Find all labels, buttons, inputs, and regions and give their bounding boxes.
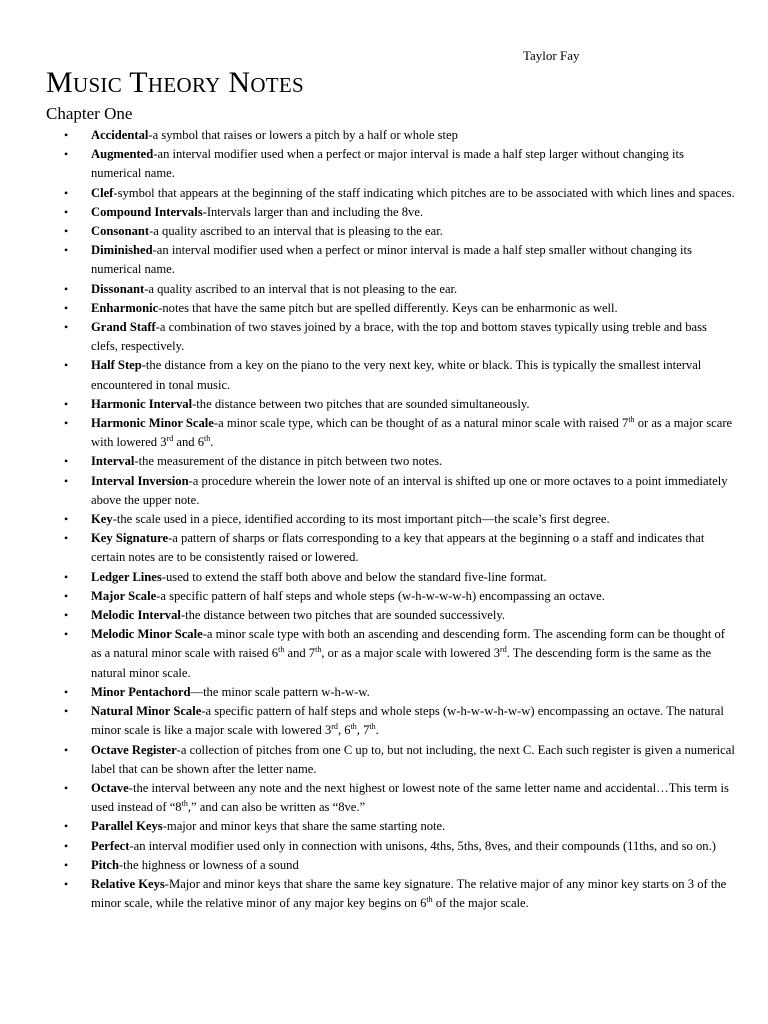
glossary-definition: -Intervals larger than and including the 8ve. <box>202 204 424 219</box>
glossary-term: Minor Pentachord <box>91 684 191 699</box>
glossary-term: Key <box>91 512 113 527</box>
glossary-term: Major Scale <box>91 588 157 603</box>
glossary-item <box>46 606 736 625</box>
bullet-icon: • <box>64 320 69 335</box>
glossary-definition: -the highness or lowness of a sound <box>118 857 299 872</box>
glossary-item <box>46 625 736 683</box>
glossary-term: Diminished <box>91 243 153 258</box>
glossary-term: Interval <box>91 454 135 469</box>
glossary-definition: -a procedure wherein the lower note of an interval is shifted up one or more octaves to a point immediately above the upper note. <box>91 473 728 507</box>
glossary-definition: -major and minor keys that share the same starting note. <box>162 819 446 834</box>
glossary-definition: -a quality ascribed to an interval that is not pleasing to the ear. <box>144 281 458 296</box>
bullet-icon: • <box>64 819 69 834</box>
glossary-term: Melodic Minor Scale <box>91 627 203 642</box>
glossary-term: Grand Staff <box>91 320 156 335</box>
glossary-item <box>46 145 736 183</box>
glossary-term: Interval Inversion <box>91 473 189 488</box>
glossary-item <box>46 856 736 875</box>
glossary-definition: -a specific pattern of half steps and whole steps (w-h-w-w-h-w-w) encompassing an octave. The natural minor scale is like a major scale with lowered 3rd, 6th, 7th. <box>91 704 724 738</box>
glossary-definition: -the interval between any note and the next highest or lowest note of the same letter name and accidental…This term is used instead of “8th,” and can also be written as “8ve.” <box>91 780 729 815</box>
bullet-icon: • <box>64 684 69 699</box>
glossary-definition: -an interval modifier used when a perfect or minor interval is made a half step smaller without changing its numerical name. <box>91 243 692 277</box>
bullet-icon: • <box>64 742 69 757</box>
bullet-icon: • <box>64 473 69 488</box>
bullet-icon: • <box>64 243 69 258</box>
chapter-heading: Chapter One <box>46 104 133 123</box>
glossary-definition: -a symbol that raises or lowers a pitch by a half or whole step <box>148 128 458 142</box>
bullet-icon: • <box>64 396 69 411</box>
glossary-definition: -Major and minor keys that share the same key signature. The relative major of any minor key starts on 3 of the minor scale, while the relative minor of any major key begins on 6th of the major scale. <box>91 876 727 911</box>
bullet-icon: • <box>64 358 69 373</box>
bullet-icon: • <box>64 857 69 872</box>
bullet-icon: • <box>64 876 69 891</box>
glossary-list <box>46 126 736 913</box>
document-title: Music Theory Notes <box>46 66 305 99</box>
glossary-item <box>46 395 736 414</box>
glossary-term: Key Signature <box>91 531 169 546</box>
glossary-definition: -a combination of two staves joined by a brace, with the top and bottom staves typically using treble and bass clefs, respectively. <box>91 320 707 354</box>
glossary-item <box>46 702 736 740</box>
bullet-icon: • <box>64 588 69 603</box>
glossary-definition: -a minor scale type, which can be thought of as a natural minor scale with raised 7th or as a major scare with lowered 3rd and 6th. <box>91 414 733 450</box>
glossary-definition: -a pattern of sharps or flats corresponding to a key that appears at the beginning o a staff and indicates that certain notes are to be consistently raised or lowered. <box>91 531 705 565</box>
glossary-definition: —the minor scale pattern w-h-w-w. <box>190 684 370 699</box>
glossary-definition: -an interval modifier used only in connection with unisons, 4ths, 5ths, 8ves, and their compounds (11ths, and so on.) <box>129 838 716 853</box>
glossary-item <box>46 779 736 817</box>
bullet-icon: • <box>64 531 69 546</box>
glossary-item <box>46 184 736 203</box>
bullet-icon: • <box>64 224 69 239</box>
bullet-icon: • <box>64 608 69 623</box>
glossary-item <box>46 241 736 279</box>
glossary-item <box>46 568 736 587</box>
glossary-term: Melodic Interval <box>91 608 181 623</box>
glossary-item <box>46 587 736 606</box>
glossary-term: Octave Register <box>91 742 177 757</box>
glossary-item <box>46 222 736 241</box>
glossary-item <box>46 356 736 394</box>
glossary-term: Dissonant <box>91 281 145 296</box>
glossary-item <box>46 817 736 836</box>
glossary-item <box>46 299 736 318</box>
glossary-term: Augmented <box>91 147 154 162</box>
glossary-term: Perfect <box>91 838 130 853</box>
glossary-item <box>46 875 736 913</box>
glossary-definition: -the distance from a key on the piano to the very next key, white or black. This is typically the smallest interval encountered in tonal music. <box>91 358 702 392</box>
glossary-item <box>46 510 736 529</box>
glossary-definition: -a collection of pitches from one C up to, but not including, the next C. Each such register is given a numerical label that can be shown after the letter name. <box>91 742 735 776</box>
glossary-definition: -the distance between two pitches that are sounded simultaneously. <box>192 396 530 411</box>
glossary-term: Half Step <box>91 358 142 373</box>
glossary-definition: -a specific pattern of half steps and whole steps (w-h-w-w-w-h) encompassing an octave. <box>156 588 605 603</box>
glossary-item <box>46 529 736 567</box>
bullet-icon: • <box>64 281 69 296</box>
glossary-term: Harmonic Minor Scale <box>91 416 214 431</box>
glossary-item <box>46 683 736 702</box>
bullet-icon: • <box>64 128 69 142</box>
bullet-icon: • <box>64 627 69 642</box>
bullet-icon: • <box>64 204 69 219</box>
glossary-definition: -the scale used in a piece, identified according to its most important pitch—the scale’s first degree. <box>112 512 610 527</box>
glossary-definition: -the measurement of the distance in pitch between two notes. <box>134 454 443 469</box>
glossary-term: Relative Keys <box>91 876 165 891</box>
bullet-icon: • <box>64 838 69 853</box>
bullet-icon: • <box>64 454 69 469</box>
glossary-definition: -an interval modifier used when a perfect or major interval is made a half step larger without changing its numerical name. <box>91 147 684 181</box>
bullet-icon: • <box>64 147 69 162</box>
bullet-icon: • <box>64 300 69 315</box>
glossary-term: Natural Minor Scale <box>91 704 202 719</box>
glossary-item <box>46 414 736 452</box>
glossary-item <box>46 741 736 779</box>
glossary-term: Enharmonic <box>91 300 159 315</box>
bullet-icon: • <box>64 185 69 200</box>
glossary-definition: -a quality ascribed to an interval that is pleasing to the ear. <box>149 224 443 239</box>
glossary-definition: -used to extend the staff both above and below the standard five-line format. <box>161 569 547 584</box>
glossary-definition: -symbol that appears at the beginning of the staff indicating which pitches are to be associated with which lines and spaces. <box>113 185 735 200</box>
glossary-term: Parallel Keys <box>91 819 163 834</box>
glossary-term: Pitch <box>91 857 119 872</box>
bullet-icon: • <box>64 569 69 584</box>
glossary-item <box>46 837 736 856</box>
bullet-icon: • <box>64 416 69 431</box>
glossary-term: Ledger Lines <box>91 569 162 584</box>
glossary-item <box>46 318 736 356</box>
bullet-icon: • <box>64 704 69 719</box>
glossary-term: Consonant <box>91 224 150 239</box>
glossary-term: Harmonic Interval <box>91 396 193 411</box>
glossary-term: Clef <box>91 185 114 200</box>
glossary-definition: -notes that have the same pitch but are spelled differently. Keys can be enharmonic as well. <box>158 300 618 315</box>
author-name: Taylor Fay <box>523 48 580 63</box>
bullet-icon: • <box>64 780 69 795</box>
glossary-term: Compound Intervals <box>91 204 203 219</box>
glossary-item <box>46 203 736 222</box>
glossary-item <box>46 452 736 471</box>
glossary-item <box>46 126 736 145</box>
glossary-definition: -a minor scale type with both an ascending and descending form. The ascending form can be thought of as a natural minor scale with raised 6th and 7th, or as a major scale with lowered 3rd. The descending form is the same as the natural minor scale. <box>91 627 725 680</box>
glossary-item <box>46 472 736 510</box>
glossary-term: Accidental <box>91 128 149 142</box>
glossary-term: Octave <box>91 780 129 795</box>
glossary-item <box>46 280 736 299</box>
bullet-icon: • <box>64 512 69 527</box>
glossary-definition: -the distance between two pitches that are sounded successively. <box>180 608 505 623</box>
